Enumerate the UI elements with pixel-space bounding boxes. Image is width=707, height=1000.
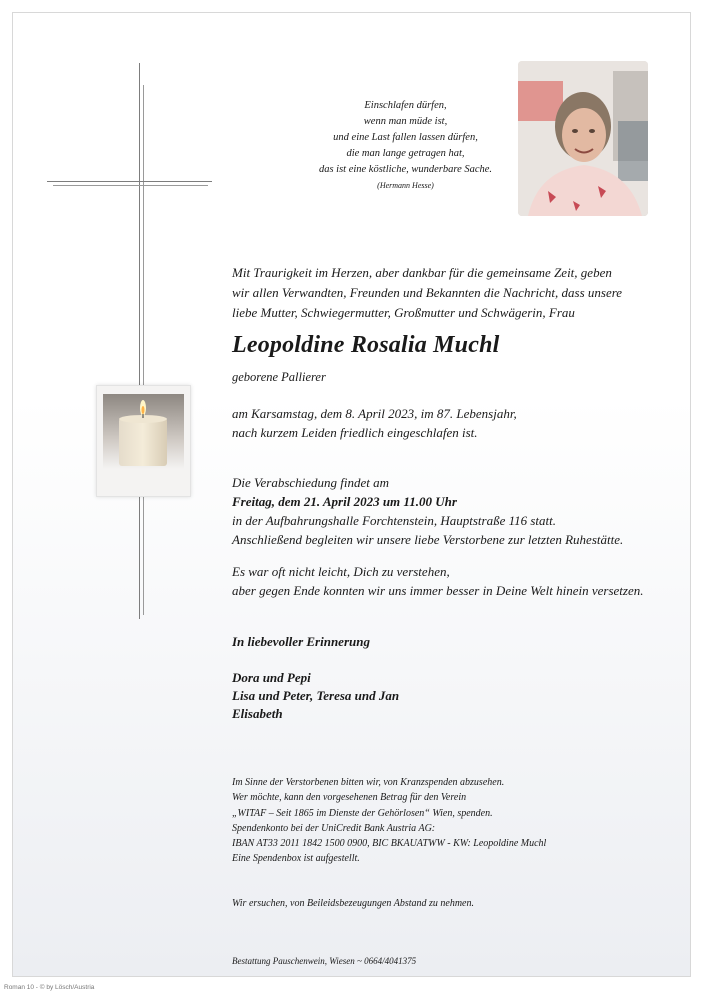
poem-author: (Hermann Hesse) xyxy=(377,181,434,190)
poem-line: Einschlafen dürfen, xyxy=(364,100,447,111)
donation-line: „WITAF – Seit 1865 im Dienste der Gehörlosen“ Wien, spenden. xyxy=(232,807,493,819)
memory-heading: In liebevoller Erinnerung xyxy=(232,634,370,649)
ceremony-line: in der Aufbahrungshalle Forchtenstein, Hauptstraße 116 statt. xyxy=(232,513,557,528)
donation-info xyxy=(232,775,672,867)
obituary-page xyxy=(12,12,691,977)
donation-line: IBAN AT33 2011 1842 1500 0900, BIC BKAUATWW - KW: Leopoldine Muchl xyxy=(232,838,547,850)
copyright-footer: Roman 10 - © by Lösch/Austria xyxy=(4,984,95,991)
poem-line: und eine Last fallen lassen dürfen, xyxy=(333,132,478,143)
poem-line: das ist eine köstliche, wunderbare Sache. xyxy=(318,164,493,175)
donation-line: Im Sinne der Verstorbenen bitten wir, von Kranzspenden abzusehen. xyxy=(232,777,505,788)
condolence-note: Wir ersuchen, von Beileidsbezeugungen Abstand zu nehmen. xyxy=(232,898,474,909)
intro-line: wir allen Verwandten, Freunden und Bekannten die Nachricht, dass unsere xyxy=(232,285,623,300)
intro-line: liebe Mutter, Schwiegermutter, Großmutter und Schwägerin, Frau xyxy=(232,305,575,320)
family-member: Lisa und Peter, Teresa und Jan xyxy=(232,688,400,703)
ceremony-line: Anschließend begleiten wir unsere liebe Verstorbene zur letzten Ruhestätte. xyxy=(232,532,624,547)
family-member: Elisabeth xyxy=(232,706,283,721)
donation-line: Wer möchte, kann den vorgesehenen Betrag für den Verein xyxy=(232,792,467,804)
quote-line: aber gegen Ende konnten wir uns immer besser in Deine Welt hinein versetzen. xyxy=(232,583,644,598)
donation-line: Eine Spendenbox ist aufgestellt. xyxy=(232,853,360,865)
portrait-photo xyxy=(518,61,648,216)
intro-line: Mit Traurigkeit im Herzen, aber dankbar für die gemeinsame Zeit, geben xyxy=(232,265,612,280)
quote-line: Es war oft nicht leicht, Dich zu verstehen, xyxy=(232,564,450,579)
maiden-name: geborene Pallierer xyxy=(232,370,326,384)
donation-line: Spendenkonto bei der UniCredit Bank Austria AG: xyxy=(232,822,436,834)
intro-text xyxy=(232,263,682,323)
candle-icon xyxy=(96,385,191,497)
ceremony-date: Freitag, dem 21. April 2023 um 11.00 Uhr xyxy=(232,494,457,509)
death-line: am Karsamstag, dem 8. April 2023, im 87. Lebensjahr, xyxy=(232,406,517,421)
ceremony-line: Die Verabschiedung findet am xyxy=(232,475,390,490)
undertaker-info: Bestattung Pauschenwein, Wiesen ~ 0664/4041375 xyxy=(232,956,417,966)
personal-quote xyxy=(232,562,692,600)
family-member: Dora und Pepi xyxy=(232,670,311,685)
poem xyxy=(313,98,498,194)
poem-line: die man lange getragen hat, xyxy=(346,148,465,159)
death-line: nach kurzem Leiden friedlich eingeschlafen ist. xyxy=(232,425,478,440)
family-list xyxy=(232,669,399,723)
deceased-name: Leopoldine Rosalia Muchl xyxy=(232,332,500,358)
ceremony-info xyxy=(232,473,692,549)
poem-line: wenn man müde ist, xyxy=(363,116,448,127)
death-notice xyxy=(232,404,672,442)
